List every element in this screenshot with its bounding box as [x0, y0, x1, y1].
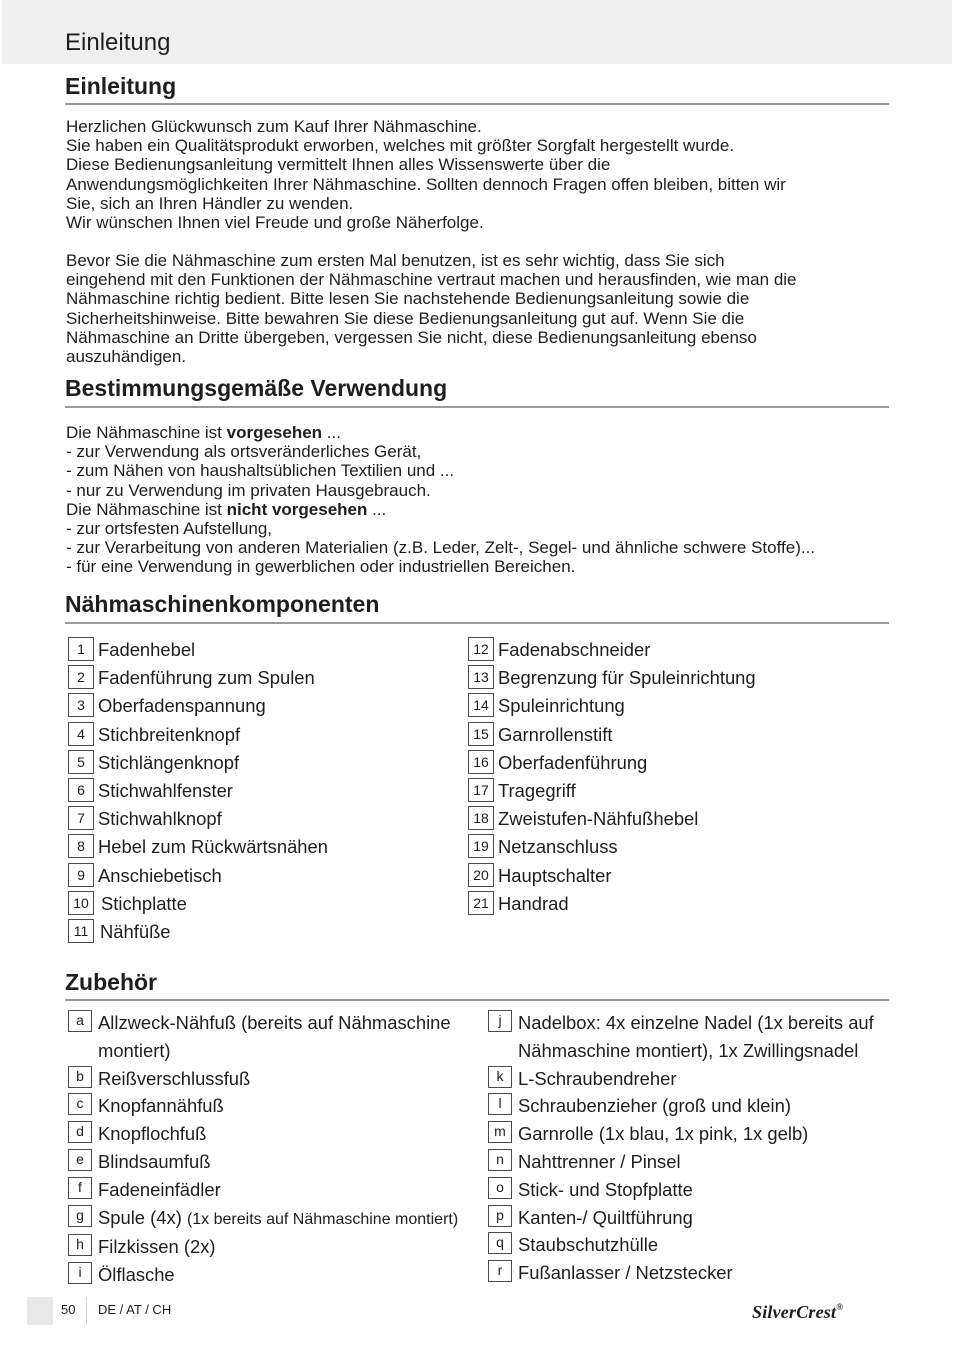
list-item: [66, 749, 328, 777]
section-divider: [65, 622, 889, 624]
usage-item: - nur zu Verwendung im privaten Hausgebrauch.: [66, 480, 431, 500]
section-title-usage: Bestimmungsgemäße Verwendung: [65, 375, 448, 401]
item-number: 10: [68, 891, 94, 915]
item-label: Hauptschalter: [498, 864, 612, 886]
item-label: Garnrolle (1x blau, 1x pink, 1x gelb): [518, 1123, 809, 1145]
list-item: [66, 664, 328, 692]
item-label: Fadeneinfädler: [98, 1178, 221, 1200]
item-key: k: [488, 1066, 512, 1088]
list-item: [466, 805, 756, 833]
text-line: Wir wünschen Ihnen viel Freude und große Näherfolge.: [66, 213, 484, 233]
emphasis-text: vorgesehen: [226, 423, 323, 442]
item-label: Stichwahlknopf: [98, 808, 222, 830]
section-divider: [65, 406, 889, 408]
text-line: eingehend mit den Funktionen der Nähmaschine vertraut machen und herausfinden, wie man die: [66, 270, 797, 290]
item-label: Spule (4x): [98, 1206, 187, 1228]
list-item: [66, 777, 328, 805]
item-label: Knopflochfuß: [98, 1123, 207, 1145]
item-label: Knopfannähfuß: [98, 1095, 224, 1117]
item-key: c: [68, 1093, 92, 1115]
list-item: [486, 1231, 874, 1259]
text-line: Sicherheitshinweise. Bitte bewahren Sie diese Bedienungsanleitung gut auf. Wenn Sie die: [66, 308, 745, 328]
item-label: Staubschutzhülle: [518, 1234, 659, 1256]
item-key: p: [488, 1205, 512, 1227]
item-label: Fadenführung zum Spulen: [98, 667, 315, 689]
item-number: 13: [468, 665, 494, 689]
item-number: 3: [68, 693, 94, 717]
text-line: Sie, sich an Ihren Händler zu wenden.: [66, 193, 354, 213]
item-label: Blindsaumfuß: [98, 1150, 211, 1172]
list-item: [66, 833, 328, 861]
item-number: 8: [68, 834, 94, 858]
text-span: Die Nähmaschine ist: [66, 423, 227, 442]
item-number: 12: [468, 637, 494, 661]
text-span: ...: [367, 499, 387, 519]
item-number: 2: [68, 665, 94, 689]
usage-block: [66, 423, 926, 577]
item-number: 15: [468, 722, 494, 746]
item-label: Allzweck-Nähfuß (bereits auf Nähmaschine: [98, 1012, 451, 1033]
text-line: Diese Bedienungsanleitung vermittelt Ihnen alles Wissenswerte über die: [66, 155, 611, 175]
intro-paragraph-1: [66, 117, 926, 232]
item-label: Spuleinrichtung: [498, 695, 625, 717]
intro-paragraph-2: [66, 251, 926, 366]
item-label: Fußanlasser / Netzstecker: [518, 1262, 733, 1284]
list-item: [66, 636, 328, 664]
brand-name: SilverCrest: [752, 1302, 837, 1322]
item-label: Nahttrenner / Pinsel: [518, 1150, 681, 1172]
usage-item: - für eine Verwendung in gewerblichen oder industriellen Bereichen.: [66, 557, 576, 577]
section-title-components: Nähmaschinenkomponenten: [65, 591, 380, 617]
item-number: 19: [468, 834, 494, 858]
text-span: Die Nähmaschine ist: [66, 499, 227, 519]
item-label: Ölflasche: [98, 1264, 175, 1286]
item-number: 17: [468, 778, 494, 802]
item-label: Reißverschlussfuß: [98, 1067, 251, 1089]
item-label: L-Schraubendreher: [518, 1067, 677, 1089]
list-item: [486, 1259, 874, 1287]
list-item: [66, 1233, 458, 1261]
item-label: Anschiebetisch: [98, 864, 222, 886]
item-label: Netzanschluss: [498, 836, 618, 858]
item-number: 14: [468, 693, 494, 717]
item-key: f: [68, 1177, 92, 1199]
list-item: [486, 1120, 874, 1148]
item-number: 6: [68, 778, 94, 802]
item-label-continued: montiert): [98, 1039, 171, 1061]
trademark-mark: ®: [836, 1302, 844, 1312]
item-key: r: [488, 1260, 512, 1282]
list-item: [66, 692, 328, 720]
list-item: [66, 805, 328, 833]
text-line: auszuhändigen.: [66, 347, 187, 367]
accessories-list-right: [486, 1009, 874, 1287]
item-number: 11: [68, 919, 94, 943]
list-item: [466, 636, 756, 664]
list-item: [466, 721, 756, 749]
item-key: b: [68, 1066, 92, 1088]
item-label: Fadenabschneider: [498, 639, 651, 660]
accessories-list-left: [66, 1009, 458, 1289]
page-number: 50: [61, 1302, 76, 1317]
list-item: [66, 1148, 458, 1176]
text-line: Nähmaschine an Dritte übergeben, vergessen Sie nicht, diese Bedienungsanleitung ebenso: [66, 327, 757, 347]
item-label: Handrad: [498, 892, 569, 914]
list-item: [66, 1204, 458, 1234]
list-item: [66, 918, 328, 946]
list-item: [466, 777, 756, 805]
item-key: d: [68, 1121, 92, 1143]
usage-item: - zur ortsfesten Aufstellung,: [66, 519, 272, 539]
components-list-left: [66, 636, 328, 946]
list-item: [486, 1065, 874, 1093]
item-label: Stick- und Stopfplatte: [518, 1178, 693, 1200]
header-title: Einleitung: [65, 29, 171, 56]
item-number: 9: [68, 863, 94, 887]
list-item: [466, 749, 756, 777]
item-label: Fadenhebel: [98, 639, 196, 660]
item-number: 21: [468, 891, 494, 915]
item-key: e: [68, 1149, 92, 1171]
list-item: [486, 1009, 874, 1065]
item-key: i: [68, 1262, 92, 1284]
list-item: [486, 1092, 874, 1120]
text-line: Herzlichen Glückwunsch zum Kauf Ihrer Nähmaschine.: [66, 117, 482, 136]
list-item: [466, 833, 756, 861]
item-key: g: [68, 1205, 92, 1227]
section-title-accessories: Zubehör: [65, 969, 157, 995]
brand-logo: [752, 1302, 843, 1323]
item-label: Nadelbox: 4x einzelne Nadel (1x bereits auf: [518, 1012, 874, 1033]
list-item: [66, 862, 328, 890]
section-title-intro: Einleitung: [65, 73, 177, 99]
item-label: Oberfadenführung: [498, 751, 648, 773]
item-key: l: [488, 1093, 512, 1115]
footer-divider: [86, 1297, 87, 1325]
list-item: [486, 1176, 874, 1204]
item-label: Stichbreitenknopf: [98, 723, 241, 745]
list-item: [66, 890, 328, 918]
list-item: [486, 1148, 874, 1176]
text-span: ...: [322, 423, 341, 442]
list-item: [466, 862, 756, 890]
section-divider: [65, 103, 889, 105]
list-item: [66, 1065, 458, 1093]
footer-marker: [27, 1297, 53, 1325]
text-line: Sie haben ein Qualitätsprodukt erworben, welches mit größter Sorgfalt hergestellt wurde.: [66, 136, 735, 156]
list-item: [66, 1092, 458, 1120]
language-codes: DE / AT / CH: [98, 1302, 172, 1317]
item-label: Stichplatte: [101, 892, 187, 914]
item-label: Zweistufen-Nähfußhebel: [498, 808, 699, 830]
emphasis-text: nicht vorgesehen: [226, 499, 368, 519]
usage-item: - zur Verwendung als ortsveränderliches Gerät,: [66, 442, 422, 462]
item-number: 4: [68, 722, 94, 746]
item-label: Hebel zum Rückwärtsnähen: [98, 836, 328, 858]
item-number: 18: [468, 806, 494, 830]
list-item: [466, 890, 756, 918]
item-label: Garnrollenstift: [498, 723, 613, 745]
item-label: Schraubenzieher (groß und klein): [518, 1095, 791, 1117]
usage-item: - zur Verarbeitung von anderen Materialien (z.B. Leder, Zelt-, Segel- und ähnliche schwere Stoffe)...: [66, 538, 816, 558]
item-key: o: [488, 1177, 512, 1199]
item-label: Kanten-/ Quiltführung: [518, 1206, 693, 1228]
usage-not-intended-line: [66, 500, 926, 519]
item-label-continued: Nähmaschine montiert), 1x Zwillingsnadel: [518, 1039, 859, 1061]
item-label: Begrenzung für Spuleinrichtung: [498, 667, 756, 689]
item-note: (1x bereits auf Nähmaschine montiert): [186, 1210, 459, 1228]
item-key: m: [488, 1121, 512, 1143]
item-label: Tragegriff: [498, 779, 576, 801]
item-key: j: [488, 1010, 512, 1032]
item-label: Nähfüße: [100, 920, 171, 942]
item-number: 16: [468, 750, 494, 774]
list-item: [486, 1204, 874, 1232]
text-line: Anwendungsmöglichkeiten Ihrer Nähmaschine. Sollten dennoch Fragen offen bleiben, bitten wir: [66, 174, 786, 194]
list-item: [66, 1009, 458, 1065]
item-label: Stichlängenknopf: [98, 751, 240, 773]
list-item: [66, 1176, 458, 1204]
item-number: 1: [68, 637, 94, 661]
item-key: n: [488, 1149, 512, 1171]
item-key: q: [488, 1232, 512, 1254]
item-label: Oberfadenspannung: [98, 695, 266, 717]
list-item: [66, 1261, 458, 1289]
list-item: [66, 1120, 458, 1148]
item-number: 7: [68, 806, 94, 830]
text-line: Nähmaschine richtig bedient. Bitte lesen Sie nachstehende Bedienungsanleitung sowie die: [66, 289, 750, 309]
item-label: Stichwahlfenster: [98, 779, 233, 801]
item-key: a: [68, 1010, 92, 1032]
item-number: 5: [68, 750, 94, 774]
section-divider: [65, 999, 889, 1001]
item-number: 20: [468, 863, 494, 887]
usage-item: - zum Nähen von haushaltsüblichen Textilien und ...: [66, 461, 455, 481]
list-item: [466, 664, 756, 692]
components-list-right: [466, 636, 756, 918]
usage-intended-line: [66, 423, 926, 442]
list-item: [66, 721, 328, 749]
text-line: Bevor Sie die Nähmaschine zum ersten Mal benutzen, ist es sehr wichtig, dass Sie sich: [66, 251, 725, 270]
item-key: h: [68, 1234, 92, 1256]
item-label: Filzkissen (2x): [98, 1236, 216, 1258]
list-item: [466, 692, 756, 720]
